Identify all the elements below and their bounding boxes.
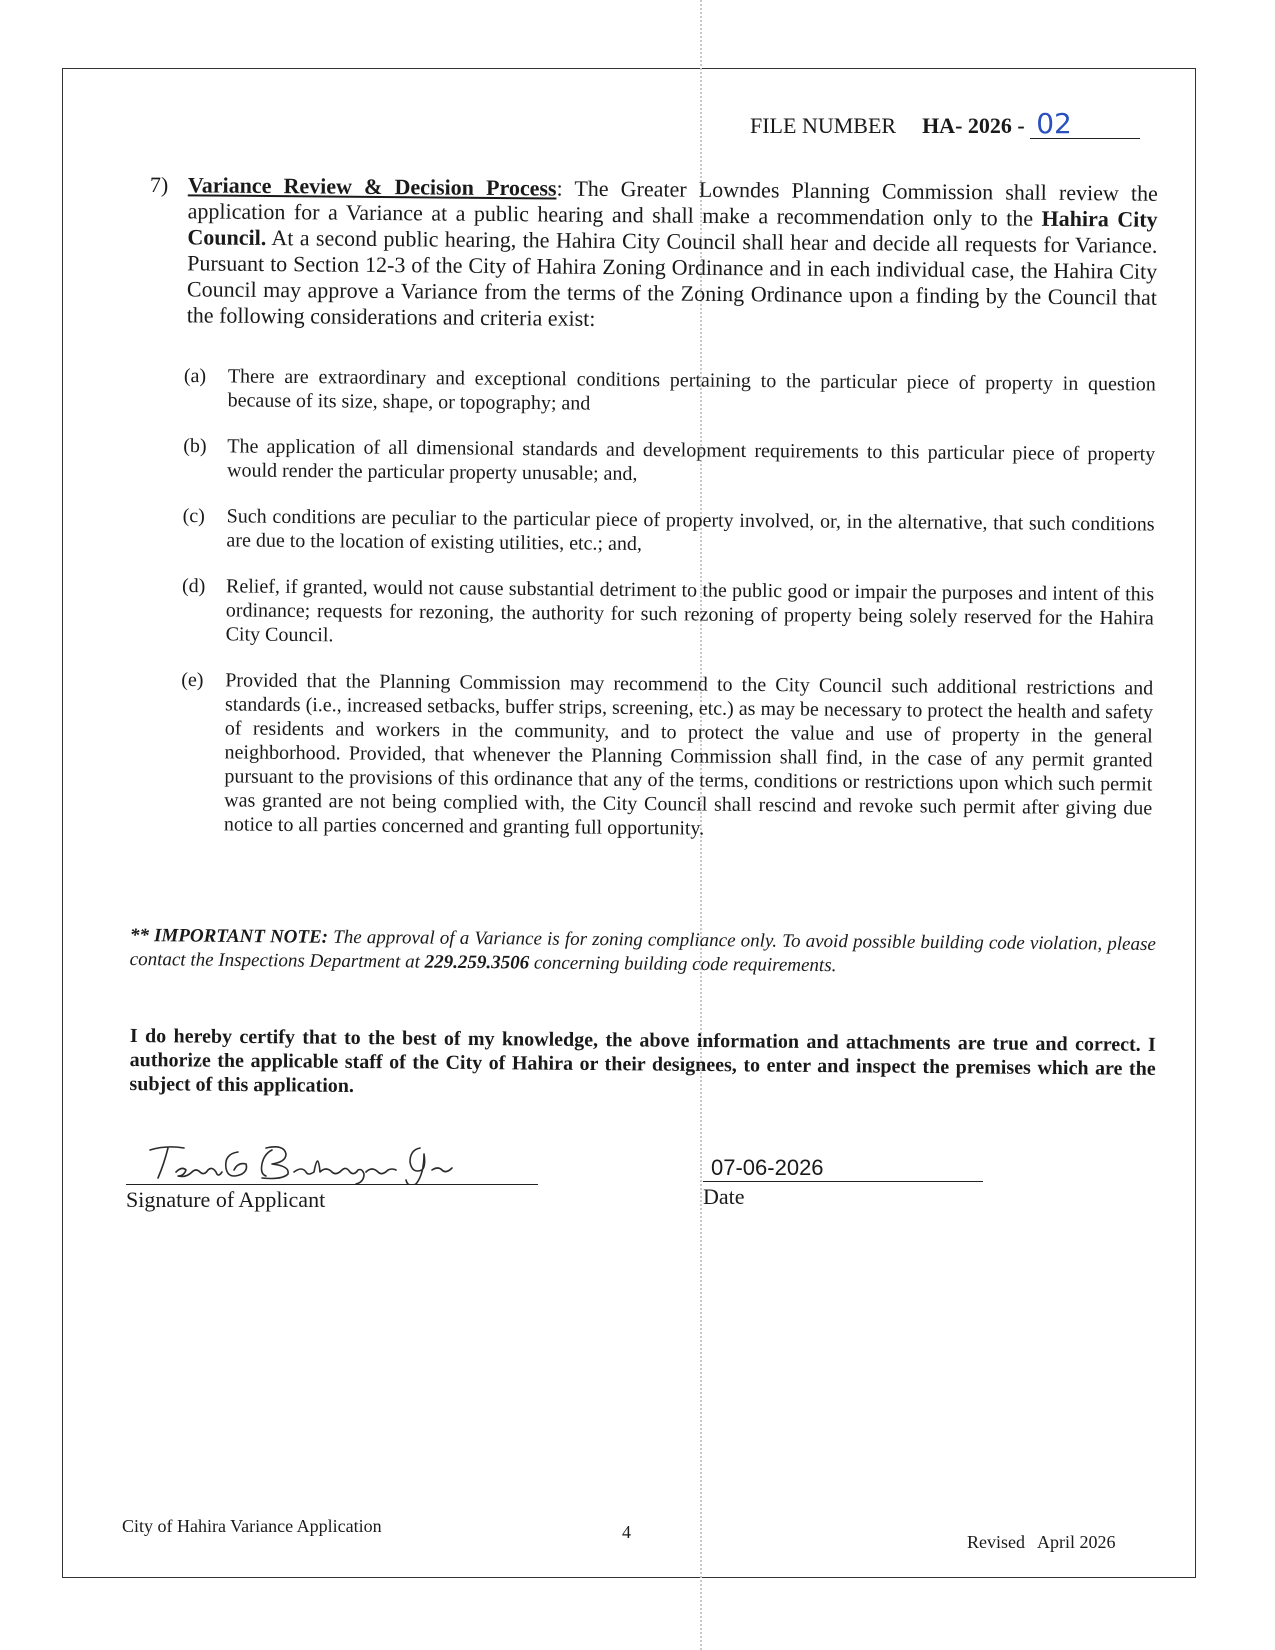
criteria-list	[180, 364, 1156, 866]
criterion-text: Relief, if granted, would not cause substantial detriment to the public good or impair the purposes and intent of this ordinance; requests for rezoning, the authority for such rezoning of property being solely reserved for the Hahira City Council.	[225, 575, 1155, 647]
criterion-letter: (b)	[183, 434, 207, 458]
date-block	[703, 1155, 983, 1210]
certification-statement: I do hereby certify that to the best of my knowledge, the above information and attachments are true and correct. I authorize the applicable staff of the City of Hahira or their designees, to enter and inspect the premises which are the subject of this application.	[129, 1025, 1156, 1097]
signature-label: Signature of Applicant	[126, 1187, 326, 1212]
important-note-text: The approval of a Variance is for zoning compliance only. To avoid possible building code violation, please contact the Inspections Department at	[129, 926, 1156, 973]
criterion-b	[183, 434, 1155, 490]
important-note-text-end: concerning building code requirements.	[529, 952, 837, 977]
file-number	[750, 107, 1140, 140]
criterion-text: Provided that the Planning Commission may recommend to the City Council such additional restrictions and standards (i.e., increased setbacks, buffer strips, screening, etc.) as may be necessary to protect the health and safety of residents and workers in the community, and to protect the value and use of property in the general neighborhood. Provided, that whenever the Planning Commission shall find, in the case of any permit granted pursuant to the provisions of this ordinance that any of the terms, conditions or restrictions upon which such permit was granted are not being complied with, the City Council shall rescind and revoke such permit after giving due notice to all parties concerned and granting full opportunity.	[223, 669, 1154, 840]
section-intro-part1: : The Greater Lowndes Planning Commission shall review the application for a Variance at a public hearing and shall make a recommendation only to the	[187, 175, 1158, 231]
criterion-letter: (a)	[183, 364, 207, 388]
section-body	[187, 172, 1158, 336]
applicant-signature	[126, 1140, 538, 1185]
section-council-name: Hahira City Council.	[187, 205, 1158, 251]
footer-revised-label: Revised	[967, 1532, 1025, 1552]
file-number-prefix: HA- 2026 -	[922, 113, 1025, 138]
criterion-text: The application of all dimensional standards and development requirements to this particular piece of property would render the particular property unusable; and,	[226, 435, 1156, 485]
date-value: 07-06-2026	[703, 1155, 983, 1182]
criterion-text: Such conditions are peculiar to the particular piece of property involved, or, in the alternative, that such conditions are due to the location of existing utilities, etc.; and,	[226, 505, 1155, 556]
footer-document-name: City of Hahira Variance Application	[122, 1516, 382, 1536]
footer-revised-date: April 2026	[1037, 1532, 1116, 1552]
file-number-value: 02	[1030, 110, 1140, 139]
inspections-phone: 229.259.3506	[424, 951, 530, 974]
criterion-text: There are extraordinary and exceptional conditions pertaining to the particular piece of property in question because of its size, shape, or topography; and	[227, 365, 1156, 415]
signature-image	[126, 1140, 538, 1184]
variance-review-section	[149, 172, 1158, 337]
signature-block	[126, 1140, 538, 1213]
criterion-d	[182, 574, 1155, 654]
criterion-e	[180, 668, 1153, 844]
file-number-label: FILE NUMBER	[750, 113, 897, 138]
footer-revised	[967, 1532, 1116, 1553]
section-heading: Variance Review & Decision Process	[187, 172, 557, 201]
important-note-label: ** IMPORTANT NOTE:	[129, 924, 329, 948]
criterion-letter: (d)	[181, 574, 206, 598]
section-number: 7)	[149, 172, 169, 198]
section-intro-part2: At a second public hearing, the Hahira City Council shall hear and decide all requests for Variance. Pursuant to Section 12-3 of the City of Hahira Zoning Ordinance and in each individual case, the Hahira City Council may approve a Variance from the terms of the Zoning Ordinance upon a finding by the Council that the following considerations and criteria exist:	[186, 225, 1158, 331]
important-note	[130, 924, 1156, 981]
date-label: Date	[703, 1184, 745, 1209]
criterion-letter: (c)	[182, 504, 205, 528]
criterion-c	[182, 504, 1154, 560]
criterion-letter: (e)	[181, 668, 204, 692]
criterion-a	[184, 364, 1156, 420]
footer-page-number: 4	[622, 1522, 631, 1542]
